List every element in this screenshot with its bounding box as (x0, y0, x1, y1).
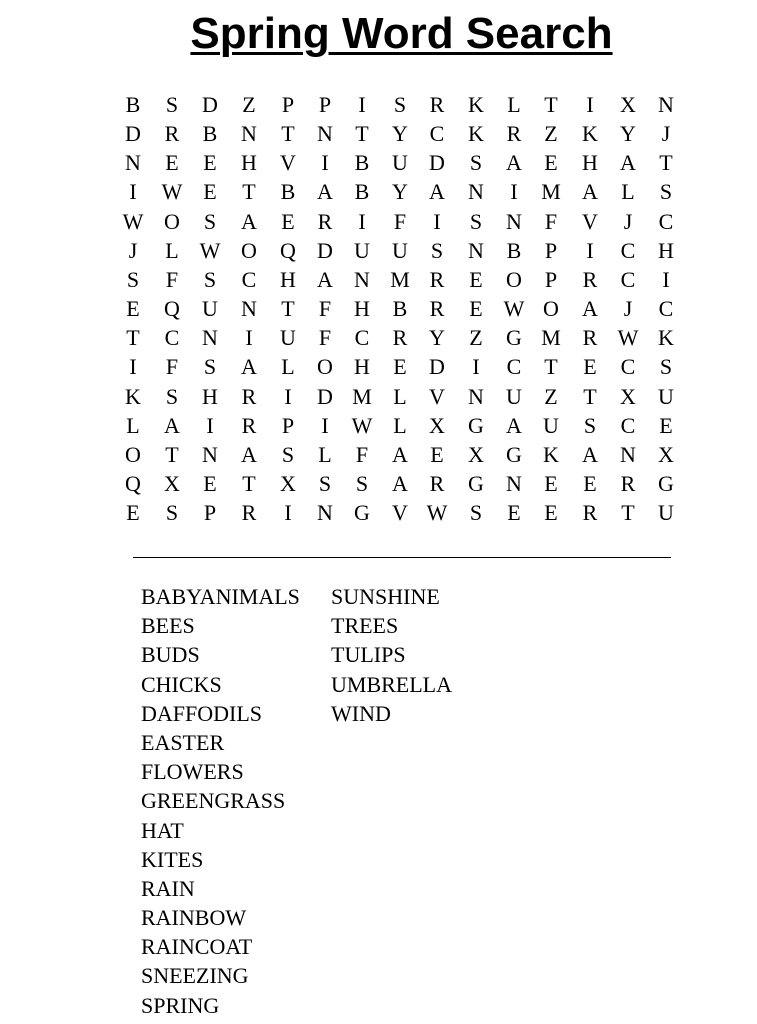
grid-letter: N (202, 441, 218, 467)
grid-letter: T (544, 92, 558, 117)
grid-letter: A (506, 412, 522, 438)
grid-letter: P (544, 266, 558, 292)
grid-letter: A (506, 150, 522, 176)
grid-letter: X (658, 441, 674, 467)
grid-letter: V (582, 208, 598, 234)
grid-letter: E (583, 354, 597, 380)
word-list-item: SUNSHINE (331, 584, 440, 609)
grid-letter: I (284, 500, 292, 526)
grid-letter: C (506, 354, 522, 380)
grid-letter: W (617, 325, 639, 351)
grid-letter: I (586, 237, 594, 263)
grid-letter: O (164, 208, 180, 234)
grid-letter: Q (125, 470, 141, 496)
grid-letter: J (128, 237, 138, 263)
grid-letter: A (317, 179, 333, 205)
grid-letter: H (241, 150, 257, 176)
grid-letter: I (129, 354, 137, 380)
grid-letter: N (468, 237, 484, 263)
grid-letter: B (354, 150, 370, 176)
grid-letter: W (199, 237, 221, 263)
grid-letter: C (620, 237, 636, 263)
grid-letter: S (281, 441, 295, 467)
grid-letter: G (506, 325, 522, 351)
grid-letter: P (318, 92, 332, 117)
grid-letter: I (433, 208, 441, 234)
grid-letter: K (468, 121, 484, 147)
grid-letter: A (392, 441, 408, 467)
grid-letter: Z (242, 92, 256, 117)
grid-letter: E (469, 296, 483, 322)
grid-letter: D (317, 237, 333, 263)
grid-letter: P (203, 500, 217, 526)
word-list-item: FLOWERS (141, 759, 244, 785)
grid-letter: E (544, 150, 558, 176)
grid-letter: B (506, 237, 522, 263)
grid-letter: C (241, 266, 257, 292)
grid-letter: A (582, 296, 598, 322)
grid-letter: E (203, 150, 217, 176)
grid-letter: I (472, 354, 480, 380)
grid-letter: S (469, 150, 483, 176)
grid-letter: N (125, 150, 141, 176)
word-list-item: BEES (141, 613, 195, 639)
grid-letter: D (429, 354, 445, 380)
grid-letter: R (582, 500, 598, 526)
grid-letter: I (358, 208, 366, 234)
grid-letter: C (620, 354, 636, 380)
grid-letter: O (317, 354, 333, 380)
grid-letter: R (241, 412, 257, 438)
grid-letter: Z (544, 121, 558, 147)
word-list-column-2 (331, 582, 452, 728)
grid-letter: J (623, 208, 633, 234)
grid-letter: E (507, 500, 521, 526)
grid-letter: G (468, 470, 484, 496)
grid-letter: U (392, 150, 408, 176)
grid-letter: E (544, 470, 558, 496)
grid-letter: E (583, 470, 597, 496)
grid-letter: F (165, 354, 179, 380)
grid-letter: N (468, 383, 484, 409)
grid-letter: N (317, 121, 333, 147)
grid-letter: N (468, 179, 484, 205)
grid-letter: S (165, 383, 179, 409)
grid-letter: S (355, 470, 369, 496)
grid-letter: T (621, 500, 635, 526)
grid-letter: M (541, 179, 561, 205)
grid-letter: E (203, 179, 217, 205)
word-list-item: RAINCOAT (141, 934, 253, 960)
grid-letter: P (281, 92, 295, 117)
grid-letter: X (164, 470, 180, 496)
grid-letter: W (161, 179, 183, 205)
grid-letter: R (241, 500, 257, 526)
grid-letter: S (469, 208, 483, 234)
grid-letter: A (241, 208, 257, 234)
grid-letter: C (164, 325, 180, 351)
grid-letter: M (390, 266, 410, 292)
grid-letter: T (583, 383, 597, 409)
grid-letter: U (280, 325, 296, 351)
word-list-item: HAT (141, 817, 184, 843)
grid-letter: I (206, 412, 214, 438)
grid-letter: F (393, 208, 407, 234)
word-list-item: BABYANIMALS (141, 584, 300, 609)
grid-letter: A (392, 470, 408, 496)
divider-line (133, 557, 671, 558)
grid-letter: L (318, 441, 332, 467)
grid-letter: U (202, 296, 218, 322)
grid-letter: A (317, 266, 333, 292)
word-list-item: RAIN (141, 875, 195, 901)
grid-letter: H (280, 266, 296, 292)
word-list-item: TULIPS (331, 642, 406, 668)
grid-letter: C (658, 208, 674, 234)
grid-letter: I (284, 383, 292, 409)
grid-letter: M (541, 325, 561, 351)
grid-letter: X (280, 470, 296, 496)
grid-letter: N (241, 296, 257, 322)
grid-letter: Q (280, 237, 296, 263)
grid-letter: J (661, 121, 671, 147)
word-list-item: CHICKS (141, 671, 222, 697)
word-list-item: RAINBOW (141, 905, 247, 931)
grid-letter: E (469, 266, 483, 292)
grid-letter: R (429, 92, 445, 117)
grid-letter: T (659, 150, 673, 176)
grid-letter: Y (392, 121, 408, 147)
grid-letter: A (582, 441, 598, 467)
grid-letter: X (429, 412, 445, 438)
grid-letter: K (125, 383, 141, 409)
word-list-item: TREES (331, 613, 399, 639)
grid-letter: Y (429, 325, 445, 351)
grid-letter: E (126, 500, 140, 526)
grid-letter: I (662, 266, 670, 292)
grid-letter: V (429, 383, 445, 409)
grid-letter: N (317, 500, 333, 526)
grid-letter: U (354, 237, 370, 263)
grid-letter: L (281, 354, 295, 380)
grid-letter: G (658, 470, 674, 496)
grid-letter: I (586, 92, 594, 117)
grid-letter: H (582, 150, 598, 176)
grid-letter: I (129, 179, 137, 205)
grid-letter: R (241, 383, 257, 409)
grid-letter: B (354, 179, 370, 205)
grid-letter: O (506, 266, 522, 292)
word-list-item: WIND (331, 700, 391, 726)
grid-letter: L (393, 412, 407, 438)
grid-letter: T (242, 179, 256, 205)
word-list-item: GREENGRASS (141, 788, 286, 814)
grid-letter: L (621, 179, 635, 205)
grid-letter: L (126, 412, 140, 438)
grid-letter: S (469, 500, 483, 526)
grid-letter: E (126, 296, 140, 322)
grid-letter: S (126, 266, 140, 292)
grid-letter: E (544, 500, 558, 526)
grid-letter: F (355, 441, 369, 467)
grid-letter: S (165, 500, 179, 526)
grid-letter: E (430, 441, 444, 467)
grid-letter: R (317, 208, 333, 234)
grid-letter: F (165, 266, 179, 292)
grid-letter: N (620, 441, 636, 467)
grid-letter: I (510, 179, 518, 205)
grid-letter: F (318, 296, 332, 322)
grid-letter: T (165, 441, 179, 467)
grid-letter: S (659, 354, 673, 380)
grid-letter: A (582, 179, 598, 205)
grid-letter: K (582, 121, 598, 147)
grid-letter: P (544, 237, 558, 263)
grid-letter: S (430, 237, 444, 263)
grid-letter: P (281, 412, 295, 438)
grid-letter: W (503, 296, 525, 322)
grid-letter: C (429, 121, 445, 147)
grid-letter: A (429, 179, 445, 205)
grid-letter: B (125, 92, 141, 117)
grid-letter: O (241, 237, 257, 263)
grid-letter: X (620, 383, 636, 409)
grid-letter: C (620, 412, 636, 438)
grid-letter: H (202, 383, 218, 409)
grid-letter: R (164, 121, 180, 147)
grid-letter: S (659, 179, 673, 205)
word-list-item: SNEEZING (141, 963, 249, 989)
grid-letter: N (202, 325, 218, 351)
grid-letter: W (122, 208, 144, 234)
grid-letter: D (317, 383, 333, 409)
grid-letter: U (658, 500, 674, 526)
grid-letter: Z (544, 383, 558, 409)
grid-letter: Z (469, 325, 483, 351)
grid-letter: T (281, 296, 295, 322)
grid-letter: K (543, 441, 559, 467)
grid-letter: A (620, 150, 636, 176)
word-list-item: BUDS (141, 642, 200, 668)
grid-letter: R (506, 121, 522, 147)
grid-letter: T (544, 354, 558, 380)
grid-letter: S (318, 470, 332, 496)
grid-letter: V (280, 150, 296, 176)
grid-letter: R (429, 296, 445, 322)
grid-letter: T (355, 121, 369, 147)
grid-letter: R (429, 470, 445, 496)
grid-letter: N (506, 470, 522, 496)
grid-letter: N (241, 121, 257, 147)
grid-letter: S (393, 92, 407, 117)
grid-letter: H (658, 237, 674, 263)
grid-letter: C (658, 296, 674, 322)
grid-letter: I (321, 150, 329, 176)
grid-letter: C (354, 325, 370, 351)
word-list-item: SPRING (141, 992, 220, 1018)
grid-letter: E (203, 470, 217, 496)
grid-letter: K (658, 325, 674, 351)
grid-letter: J (623, 296, 633, 322)
grid-letter: Y (392, 179, 408, 205)
grid-letter: I (358, 92, 366, 117)
grid-letter: X (468, 441, 484, 467)
grid-letter: Q (164, 296, 180, 322)
grid-letter: R (429, 266, 445, 292)
grid-letter: A (164, 412, 180, 438)
grid-letter: B (392, 296, 408, 322)
grid-letter: L (393, 383, 407, 409)
grid-letter: U (658, 383, 674, 409)
word-list-column-1 (141, 582, 300, 1020)
grid-letter: D (125, 121, 141, 147)
word-list-item: UMBRELLA (331, 671, 452, 697)
grid-letter: A (241, 354, 257, 380)
grid-letter: U (392, 237, 408, 263)
grid-letter: H (354, 354, 370, 380)
grid-letter: R (620, 470, 636, 496)
grid-letter: E (165, 150, 179, 176)
grid-letter: E (281, 208, 295, 234)
grid-letter: S (203, 266, 217, 292)
grid-letter: B (280, 179, 296, 205)
page-title: Spring Word Search (190, 9, 613, 58)
grid-letter: N (354, 266, 370, 292)
grid-letter: T (242, 470, 256, 496)
grid-letter: G (468, 412, 484, 438)
word-list-item: EASTER (141, 729, 225, 755)
grid-letter: K (468, 92, 484, 117)
grid-letter: T (126, 325, 140, 351)
grid-letter: U (506, 383, 522, 409)
grid-letter: N (506, 208, 522, 234)
grid-letter: S (203, 208, 217, 234)
grid-letter: R (392, 325, 408, 351)
word-list-item: KITES (141, 846, 204, 872)
grid-letter: W (351, 412, 373, 438)
grid-letter: F (318, 325, 332, 351)
grid-letter: O (543, 296, 559, 322)
grid-letter: I (245, 325, 253, 351)
grid-letter: X (620, 92, 636, 117)
grid-letter: E (393, 354, 407, 380)
grid-letter: H (354, 296, 370, 322)
grid-letter: L (507, 92, 521, 117)
grid-letter: R (582, 266, 598, 292)
grid-letter: G (354, 500, 370, 526)
grid-letter: G (506, 441, 522, 467)
grid-letter: A (241, 441, 257, 467)
grid-letter: V (392, 500, 408, 526)
grid-letter: I (321, 412, 329, 438)
grid-letter: U (543, 412, 559, 438)
grid-letter: T (281, 121, 295, 147)
grid-letter: Y (620, 121, 636, 147)
grid-letter: W (426, 500, 448, 526)
grid-letter: O (125, 441, 141, 467)
grid-letter: M (352, 383, 372, 409)
grid-letter: B (202, 121, 218, 147)
grid-letter: C (620, 266, 636, 292)
grid-letter: S (203, 354, 217, 380)
grid-letter: S (583, 412, 597, 438)
grid-letter: D (429, 150, 445, 176)
word-list-item: DAFFODILS (141, 700, 263, 726)
grid-letter: R (582, 325, 598, 351)
grid-letter: L (165, 237, 179, 263)
grid-letter: D (202, 92, 218, 117)
grid-letter: F (544, 208, 558, 234)
grid-letter: N (658, 92, 674, 117)
grid-letter: E (659, 412, 673, 438)
grid-letter: S (165, 92, 179, 117)
